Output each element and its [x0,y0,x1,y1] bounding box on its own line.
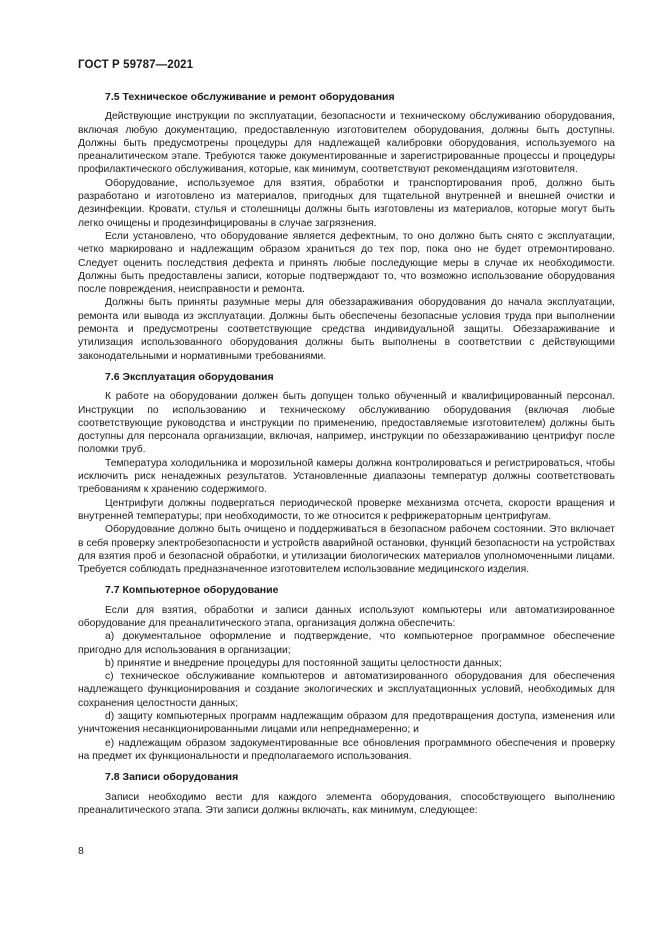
section-heading: 7.6 Эксплуатация оборудования [105,370,274,383]
paragraph: Если для взятия, обработки и записи данных используют компьютеры или автоматизированное оборудование для преаналитического этапа, организация должна обеспечить: [78,604,615,629]
section-7-8 [78,771,615,817]
paragraph: К работе на оборудовании должен быть допущен только обученный и квалифицированный персонал. Инструкции по использованию и техническому обслуживанию оборудования (включая любые соответствующие руководства и инструкции по применению, предоставляемые изготовителем) должны быть доступны для персонала организации, включая, например, инструкции по обеззараживанию центрифуг после поломки труб. [78,391,615,456]
section-heading: 7.7 Компьютерное оборудование [105,584,279,597]
section-heading: 7.8 Записи оборудования [105,771,239,784]
section-7-5 [78,91,615,363]
paragraph: Температура холодильника и морозильной камеры должна контролироваться и регистрироваться, чтобы исключить риск ненадежных результатов. Установленные диапазоны температур должны соответствовать требованиям к хранению содержимого. [78,457,615,496]
list-item: c) техническое обслуживание компьютеров и автоматизированного оборудования для обеспечения надлежащего функционирования и создание экологических и эксплуатационных условий, необходимых для сохранения целостности данных; [78,671,615,709]
list-item: d) защиту компьютерных программ надлежащим образом для предотвращения доступа, изменения или уничтожения несанкционированными лицами или непреднамеренно; и [78,711,615,736]
paragraph: Должны быть приняты разумные меры для обеззараживания оборудования до начала эксплуатации, ремонта или вывода из эксплуатации. Должны быть обеспечены безопасные условия труда при выполнении ремонта и предусмотрены соответствующие средства индивидуальной защиты. Обеззараживание и утилизация использованного оборудования должны быть выполнены в соответствии с действующими законодательными и нормативными требованиями. [78,297,615,362]
section-7-7 [78,584,615,763]
document-body [78,91,615,817]
paragraph: Центрифуги должны подвергаться периодической проверке механизма отсчета, скорости вращения и внутренней температуры; при необходимости, то же относится к рефрижераторным центрифугам. [78,497,615,522]
page-number: 8 [78,845,84,857]
paragraph: Оборудование должно быть очищено и поддерживаться в безопасном рабочем состоянии. Это включает в себя проверку электробезопасности и устройств аварийной остановки, функций безопасности на устройствах для взятия проб и безопасной обработки, и утилизации биологических материалов уполномоченными лицами. Требуется соблюдать предназначенное изготовителем использование медицинского изделия. [78,524,615,576]
list-item: a) документальное оформление и подтверждение, что компьютерное программное обеспечение пригодно для использования в организации; [78,631,615,656]
paragraph: Действующие инструкции по эксплуатации, безопасности и техническому обслуживанию оборудования, включая любую документацию, предоставленную изготовителем оборудования, должны быть доступны. Должны быть предусмотрены процедуры для надлежащей калибровки оборудования, используемого на преаналитическом этапе. Требуются также документированные и зарегистрированные процессы и процедуры профилактического обслуживания, которые, как минимум, соответствуют рекомендациям изготовителя. [78,111,615,176]
section-heading: 7.5 Техническое обслуживание и ремонт оборудования [105,91,395,103]
paragraph: Если установлено, что оборудование является дефектным, то оно должно быть снято с эксплуатации, четко маркировано и надлежащим образом храниться до тех пор, пока оно не будет отремонтировано. Следует оценить последствия дефекта и принять любые последующие меры в случае их необходимости. Должны быть предоставлены записи, которые подтверждают то, что возможно использование оборудования после повреждения, неисправности и ремонта. [78,230,615,296]
paragraph: Оборудование, используемое для взятия, обработки и транспортирования проб, должно быть разработано и изготовлено из материалов, пригодных для тщательной внутренней и внешней очистки и дезинфекции. Кровати, стулья и столешницы должны быть изготовлены из материалов, которые могут быть легко очищены и продезинфицированы в случае загрязнения. [78,177,615,229]
list-item: e) надлежащим образом задокументированные все обновления программного обеспечения и проверку на предмет их функциональности и предполагаемого использования. [78,737,615,762]
paragraph: Записи необходимо вести для каждого элемента оборудования, способствующего выполнению преаналитического этапа. Эти записи должны включать, как минимум, следующее: [78,791,615,816]
list-item: b) принятие и внедрение процедуры для постоянной защиты целостности данных; [105,657,502,669]
document-code: ГОСТ Р 59787—2021 [78,59,194,71]
section-7-6 [78,371,615,576]
